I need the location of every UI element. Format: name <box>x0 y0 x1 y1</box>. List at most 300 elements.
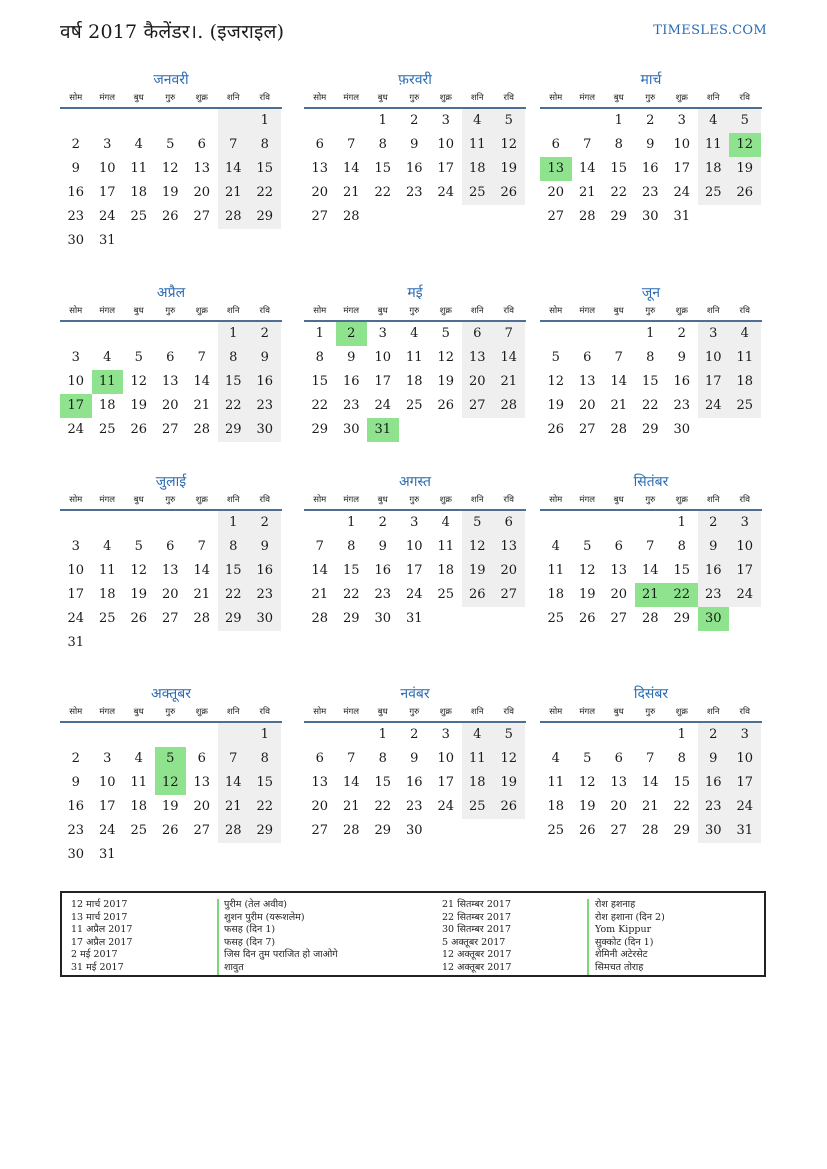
day-cell: 28 <box>342 823 360 838</box>
day-cell: 22 <box>666 583 698 607</box>
day-cell: 8 <box>218 346 250 370</box>
day-cell: 29 <box>311 422 329 437</box>
day-cell: 12 <box>437 350 455 365</box>
day-cell: 25 <box>547 611 565 626</box>
day-cell: 24 <box>437 185 455 200</box>
day-cell: 28 <box>342 209 360 224</box>
day-cell: 17 <box>437 161 455 176</box>
day-cell: 18 <box>98 398 116 413</box>
empty-cell <box>603 511 635 535</box>
day-cell: 5 <box>134 350 143 365</box>
day-cell: 17 <box>98 799 116 814</box>
day-cell: 1 <box>315 326 324 341</box>
empty-cell <box>186 229 218 253</box>
day-cell: 19 <box>729 157 761 181</box>
day-cell: 30 <box>249 607 281 631</box>
day-cell: 30 <box>641 209 659 224</box>
day-cell: 9 <box>698 747 730 771</box>
day-cell: 6 <box>614 539 623 554</box>
weekday-label: मंगल <box>99 495 116 505</box>
day-cell: 30 <box>67 847 85 862</box>
day-cell: 27 <box>311 209 329 224</box>
empty-cell <box>60 723 92 747</box>
day-cell: 19 <box>578 799 596 814</box>
day-cell: 6 <box>614 751 623 766</box>
day-cell: 9 <box>378 539 387 554</box>
day-cell: 27 <box>161 611 179 626</box>
day-cell: 14 <box>342 161 360 176</box>
day-cell: 18 <box>130 799 148 814</box>
day-cell: 20 <box>493 559 525 583</box>
day-cell: 24 <box>67 611 85 626</box>
day-cell: 27 <box>547 209 565 224</box>
holiday-date: 12 अक्तूबर 2017 <box>442 949 512 961</box>
weekday-label: बुध <box>377 93 388 103</box>
day-cell: 22 <box>218 394 250 418</box>
weekday-label: सोम <box>69 93 83 103</box>
site-name[interactable]: TIMESLES.COM <box>653 23 767 38</box>
day-cell: 8 <box>677 539 686 554</box>
holiday-date: 11 अप्रैल 2017 <box>71 924 133 936</box>
weekday-label: शनि <box>706 707 720 717</box>
day-cell: 13 <box>161 374 179 389</box>
weekday-label: शनि <box>470 495 484 505</box>
day-cell: 3 <box>441 113 450 128</box>
day-cell: 26 <box>130 611 148 626</box>
day-cell: 16 <box>342 374 360 389</box>
day-cell: 10 <box>437 137 455 152</box>
empty-cell <box>336 109 368 133</box>
month-block <box>60 283 282 442</box>
day-cell: 19 <box>161 799 179 814</box>
day-cell: 29 <box>218 418 250 442</box>
holiday-names-left <box>224 899 338 975</box>
empty-cell <box>336 723 368 747</box>
day-cell: 27 <box>193 209 211 224</box>
day-cell: 12 <box>155 771 187 795</box>
weekday-header <box>540 90 762 109</box>
day-cell: 19 <box>493 157 525 181</box>
day-cell: 15 <box>249 771 281 795</box>
day-cell: 20 <box>311 185 329 200</box>
day-cell: 1 <box>378 113 387 128</box>
day-cell: 20 <box>610 587 628 602</box>
day-cell: 7 <box>315 539 324 554</box>
day-cell: 23 <box>342 398 360 413</box>
day-cell: 24 <box>374 398 392 413</box>
empty-cell <box>186 843 218 867</box>
empty-cell <box>123 109 155 133</box>
holiday-date: 2 मई 2017 <box>71 949 118 961</box>
weekday-label: मंगल <box>579 306 596 316</box>
day-cell: 28 <box>641 823 659 838</box>
day-cell: 20 <box>311 799 329 814</box>
day-cell: 24 <box>98 209 116 224</box>
weekday-label: बुध <box>613 93 624 103</box>
empty-cell <box>540 511 572 535</box>
day-cell: 8 <box>677 751 686 766</box>
day-cell: 27 <box>610 823 628 838</box>
day-cell: 25 <box>130 209 148 224</box>
day-cell: 13 <box>311 161 329 176</box>
day-cell: 23 <box>405 799 423 814</box>
day-cell: 3 <box>71 539 80 554</box>
day-cell: 3 <box>103 751 112 766</box>
day-cell: 24 <box>729 583 761 607</box>
day-cell: 26 <box>493 181 525 205</box>
weekday-label: सोम <box>549 306 563 316</box>
day-cell: 4 <box>551 539 560 554</box>
day-cell: 15 <box>218 370 250 394</box>
weekday-label: रवि <box>503 707 514 717</box>
day-cell: 1 <box>218 322 250 346</box>
day-cell: 16 <box>673 374 691 389</box>
weekday-label: शनि <box>226 306 240 316</box>
day-cell: 26 <box>493 795 525 819</box>
day-cell: 13 <box>193 775 211 790</box>
day-cell: 12 <box>547 374 565 389</box>
day-cell: 24 <box>698 394 730 418</box>
empty-cell <box>92 322 124 346</box>
empty-cell <box>430 819 462 843</box>
day-grid <box>60 109 282 253</box>
month-block <box>540 70 762 229</box>
day-cell: 15 <box>218 559 250 583</box>
day-cell: 14 <box>218 157 250 181</box>
day-cell: 26 <box>161 209 179 224</box>
month-name: नवंबर <box>400 686 430 702</box>
day-cell: 29 <box>673 823 691 838</box>
weekday-header <box>304 303 526 322</box>
month-block <box>60 472 282 655</box>
day-cell: 18 <box>437 563 455 578</box>
day-cell: 23 <box>698 583 730 607</box>
weekday-label: शुक्र <box>439 495 452 505</box>
day-cell: 10 <box>374 350 392 365</box>
weekday-label: रवि <box>739 707 750 717</box>
day-cell: 2 <box>677 326 686 341</box>
day-cell: 23 <box>67 823 85 838</box>
day-cell: 17 <box>405 563 423 578</box>
day-cell: 26 <box>578 823 596 838</box>
day-cell: 5 <box>493 109 525 133</box>
day-cell: 6 <box>315 751 324 766</box>
empty-cell <box>186 723 218 747</box>
day-cell: 22 <box>218 583 250 607</box>
day-cell: 6 <box>462 322 494 346</box>
weekday-label: शनि <box>706 495 720 505</box>
day-cell: 28 <box>610 422 628 437</box>
day-cell: 18 <box>698 157 730 181</box>
empty-cell <box>399 418 431 442</box>
weekday-label: सोम <box>313 495 327 505</box>
day-cell: 7 <box>646 751 655 766</box>
weekday-label: शनि <box>706 93 720 103</box>
day-cell: 12 <box>729 133 761 157</box>
day-cell: 7 <box>347 751 356 766</box>
weekday-label: मंगल <box>579 495 596 505</box>
empty-cell <box>249 843 281 867</box>
day-cell: 16 <box>249 559 281 583</box>
day-cell: 3 <box>698 322 730 346</box>
empty-cell <box>603 322 635 346</box>
day-cell: 13 <box>462 346 494 370</box>
day-grid <box>540 511 762 631</box>
weekday-label: सोम <box>313 707 327 717</box>
empty-cell <box>540 322 572 346</box>
day-cell: 18 <box>130 185 148 200</box>
day-cell: 11 <box>547 563 565 578</box>
holiday-dates-right <box>442 899 511 975</box>
day-cell: 6 <box>551 137 560 152</box>
day-cell: 4 <box>698 109 730 133</box>
day-cell: 22 <box>374 185 392 200</box>
weekday-label: बुध <box>613 707 624 717</box>
day-cell: 2 <box>336 322 368 346</box>
day-cell: 28 <box>218 819 250 843</box>
weekday-label: बुध <box>377 707 388 717</box>
empty-cell <box>123 723 155 747</box>
month-name: अक्तूबर <box>151 686 191 702</box>
empty-cell <box>155 511 187 535</box>
weekday-label: गुरु <box>165 306 176 316</box>
day-cell: 23 <box>673 398 691 413</box>
empty-cell <box>572 723 604 747</box>
day-cell: 23 <box>698 795 730 819</box>
day-cell: 21 <box>578 185 596 200</box>
weekday-header <box>60 303 282 322</box>
day-cell: 17 <box>437 775 455 790</box>
day-cell: 25 <box>98 422 116 437</box>
weekday-label: सोम <box>313 306 327 316</box>
empty-cell <box>92 631 124 655</box>
day-cell: 24 <box>67 422 85 437</box>
month-block <box>304 472 526 631</box>
day-cell: 4 <box>462 723 494 747</box>
day-cell: 26 <box>130 422 148 437</box>
day-cell: 2 <box>698 723 730 747</box>
day-cell: 11 <box>437 539 455 554</box>
weekday-label: शनि <box>706 306 720 316</box>
day-cell: 26 <box>437 398 455 413</box>
day-grid <box>540 322 762 442</box>
day-cell: 28 <box>493 394 525 418</box>
day-cell: 13 <box>311 775 329 790</box>
day-cell: 12 <box>161 161 179 176</box>
day-cell: 20 <box>193 799 211 814</box>
weekday-header <box>304 704 526 723</box>
day-cell: 27 <box>193 823 211 838</box>
holiday-date: 22 सितम्बर 2017 <box>442 911 511 923</box>
day-grid <box>304 322 526 442</box>
weekday-label: बुध <box>133 93 144 103</box>
day-grid <box>304 109 526 229</box>
day-cell: 29 <box>249 819 281 843</box>
empty-cell <box>304 109 336 133</box>
day-cell: 20 <box>161 398 179 413</box>
weekday-label: शुक्र <box>675 707 688 717</box>
day-cell: 12 <box>130 374 148 389</box>
weekday-label: सोम <box>549 93 563 103</box>
day-cell: 23 <box>374 587 392 602</box>
weekday-label: रवि <box>739 306 750 316</box>
day-cell: 19 <box>130 587 148 602</box>
day-cell: 31 <box>98 847 116 862</box>
day-cell: 19 <box>462 559 494 583</box>
day-cell: 17 <box>729 771 761 795</box>
day-cell: 4 <box>103 539 112 554</box>
day-cell: 27 <box>161 422 179 437</box>
weekday-label: शनि <box>470 93 484 103</box>
month-block <box>540 283 762 442</box>
day-cell: 16 <box>698 771 730 795</box>
empty-cell <box>729 418 761 442</box>
day-cell: 25 <box>698 181 730 205</box>
empty-cell <box>92 511 124 535</box>
day-cell: 20 <box>547 185 565 200</box>
holiday-date: 30 सितम्बर 2017 <box>442 924 511 936</box>
day-cell: 15 <box>374 775 392 790</box>
day-cell: 13 <box>610 563 628 578</box>
day-cell: 14 <box>311 563 329 578</box>
month-block <box>304 684 526 843</box>
empty-cell <box>572 511 604 535</box>
weekday-label: सोम <box>549 495 563 505</box>
day-cell: 10 <box>98 775 116 790</box>
weekday-label: गुरु <box>165 93 176 103</box>
holiday-name: सिमचत तोराह <box>595 961 644 973</box>
day-cell: 8 <box>315 350 324 365</box>
day-cell: 1 <box>378 727 387 742</box>
day-cell: 29 <box>218 607 250 631</box>
day-cell: 23 <box>641 185 659 200</box>
empty-cell <box>218 229 250 253</box>
month-name: मार्च <box>640 72 662 88</box>
day-cell: 9 <box>249 535 281 559</box>
day-cell: 28 <box>193 611 211 626</box>
month-name: जनवरी <box>153 72 189 88</box>
day-cell: 30 <box>67 233 85 248</box>
empty-cell <box>155 322 187 346</box>
day-cell: 21 <box>193 398 211 413</box>
weekday-label: शुक्र <box>675 495 688 505</box>
empty-cell <box>60 511 92 535</box>
day-cell: 8 <box>218 535 250 559</box>
day-cell: 12 <box>493 133 525 157</box>
day-cell: 9 <box>410 137 419 152</box>
day-grid <box>540 723 762 843</box>
day-cell: 24 <box>98 823 116 838</box>
day-cell: 12 <box>578 775 596 790</box>
empty-cell <box>123 631 155 655</box>
day-cell: 17 <box>374 374 392 389</box>
holiday-name: Yom Kippur <box>595 924 652 936</box>
empty-cell <box>218 109 250 133</box>
day-cell: 16 <box>374 563 392 578</box>
day-cell: 6 <box>493 511 525 535</box>
day-cell: 8 <box>249 747 281 771</box>
day-cell: 9 <box>71 775 80 790</box>
day-cell: 23 <box>249 394 281 418</box>
day-cell: 11 <box>405 350 423 365</box>
month-block <box>60 70 282 253</box>
weekday-label: रवि <box>259 707 270 717</box>
day-cell: 8 <box>378 137 387 152</box>
day-cell: 25 <box>462 795 494 819</box>
day-cell: 4 <box>729 322 761 346</box>
holiday-marker-bar <box>217 899 219 975</box>
day-cell: 10 <box>405 539 423 554</box>
empty-cell <box>186 322 218 346</box>
day-cell: 14 <box>610 374 628 389</box>
day-cell: 13 <box>610 775 628 790</box>
day-cell: 1 <box>677 727 686 742</box>
weekday-header <box>540 492 762 511</box>
empty-cell <box>540 723 572 747</box>
empty-cell <box>572 109 604 133</box>
day-cell: 21 <box>493 370 525 394</box>
empty-cell <box>249 631 281 655</box>
weekday-header <box>304 90 526 109</box>
day-cell: 28 <box>578 209 596 224</box>
empty-cell <box>493 607 525 631</box>
day-cell: 20 <box>161 587 179 602</box>
weekday-label: बुध <box>613 306 624 316</box>
day-cell: 5 <box>729 109 761 133</box>
day-cell: 16 <box>249 370 281 394</box>
day-cell: 15 <box>311 374 329 389</box>
holiday-date: 21 सितम्बर 2017 <box>442 899 511 910</box>
day-cell: 10 <box>67 374 85 389</box>
day-cell: 2 <box>410 113 419 128</box>
day-cell: 17 <box>67 587 85 602</box>
empty-cell <box>430 418 462 442</box>
weekday-label: शनि <box>470 707 484 717</box>
day-cell: 5 <box>551 350 560 365</box>
day-cell: 25 <box>547 823 565 838</box>
day-cell: 7 <box>197 350 206 365</box>
day-cell: 31 <box>729 819 761 843</box>
empty-cell <box>92 109 124 133</box>
day-cell: 6 <box>166 539 175 554</box>
weekday-label: बुध <box>613 495 624 505</box>
day-cell: 1 <box>249 109 281 133</box>
day-cell: 29 <box>249 205 281 229</box>
month-name: सितंबर <box>633 474 669 490</box>
month-name: जुलाई <box>155 474 187 490</box>
day-grid <box>60 723 282 867</box>
month-block <box>304 70 526 229</box>
day-cell: 6 <box>315 137 324 152</box>
empty-cell <box>462 418 494 442</box>
day-cell: 31 <box>367 418 399 442</box>
day-cell: 29 <box>342 611 360 626</box>
day-cell: 2 <box>646 113 655 128</box>
holiday-date: 13 मार्च 2017 <box>71 911 128 923</box>
weekday-label: मंगल <box>99 93 116 103</box>
empty-cell <box>493 418 525 442</box>
page-title: वर्ष 2017 कैलेंडर।. (इजराइल) <box>60 21 285 43</box>
day-cell: 20 <box>462 370 494 394</box>
holiday-name: शावुत <box>224 961 244 973</box>
day-cell: 30 <box>405 823 423 838</box>
day-cell: 19 <box>161 185 179 200</box>
weekday-label: गुरु <box>409 93 420 103</box>
day-cell: 5 <box>166 137 175 152</box>
month-name: फ़रवरी <box>398 72 432 88</box>
weekday-label: शनि <box>226 495 240 505</box>
day-cell: 24 <box>437 799 455 814</box>
